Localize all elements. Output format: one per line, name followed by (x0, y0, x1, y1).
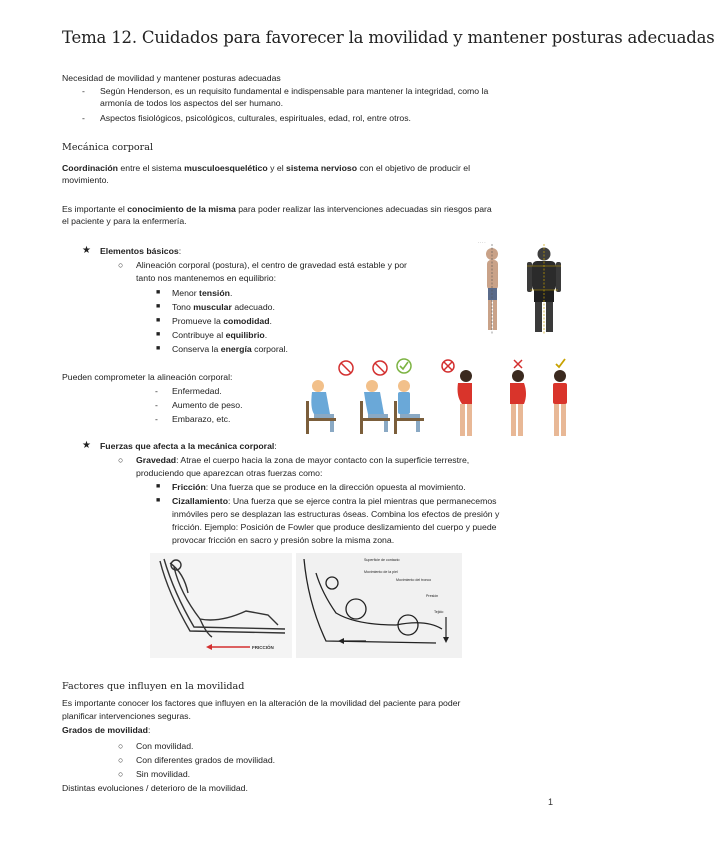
grados-item-1: Con movilidad. (136, 741, 194, 751)
seated-posture-1-icon (306, 361, 353, 434)
cizallamiento-text-4: provocar fricción en sacro y presión sobre la misma zona. (172, 535, 395, 545)
elementos-sub-1: Alineación corporal (postura), el centro de gravedad está estable y por (136, 260, 407, 270)
intro-item-1: Según Henderson, es un requisito fundamental e indispensable para mantener la integridad, como la (100, 86, 489, 96)
standing-posture-2-icon (510, 360, 526, 436)
factores-paragraph: Es importante conocer los factores que influyen en la alteración de la movilidad del paciente para poder (62, 698, 461, 708)
square-bullet: ■ (156, 497, 161, 504)
side-view-body-icon (486, 244, 498, 334)
mecanica-paragraph-2: Es importante el conocimiento de la misma para poder realizar las intervenciones adecuadas sin riesgos para (62, 204, 492, 214)
gravedad-text-cont: produciendo que aparezcan otras fuerzas como: (136, 468, 323, 478)
seated-posture-3-icon (394, 359, 424, 434)
gravedad-text: Gravedad: Atrae el cuerpo hacia la zona de mayor contacto con la superficie terrestre, (136, 455, 470, 465)
shear-diagram-figure (296, 553, 462, 658)
friccion-text: Fricción: Una fuerza que se produce en la dirección opuesta al movimiento. (172, 482, 466, 492)
comprometer-item-2: Aumento de peso. (172, 400, 243, 410)
shear-label-2: Movimiento de la piel (364, 570, 398, 574)
circle-bullet: ○ (118, 769, 124, 779)
cizallamiento-text-2: inmóviles pero se desplazan las estructuras óseas. Combina los efectos de presión y (172, 509, 500, 519)
comprometer-item-1: Enfermedad. (172, 386, 222, 396)
standing-posture-3-icon (553, 359, 567, 436)
fowler-friction-figure (150, 553, 292, 658)
dash-bullet: - (82, 113, 85, 123)
cizallamiento-text-3: fricción. Ejemplo: Posición de Fowler que produce deslizamiento del cuerpo y puede (172, 522, 497, 532)
cizallamiento-text: Cizallamiento: Una fuerza que se ejerce contra la piel mientras que permanecemos (172, 496, 497, 506)
square-bullet: ■ (156, 483, 161, 490)
page-number: 1 (548, 797, 554, 807)
grados-item-3: Sin movilidad. (136, 769, 191, 779)
seated-posture-2-icon (360, 361, 390, 434)
section-heading-factores: Factores que influyen en la movilidad (62, 681, 245, 692)
dash-bullet: - (155, 414, 158, 424)
shear-label-5: Tejido (434, 610, 444, 614)
fuerzas-label: Fuerzas que afecta a la mecánica corporal: (100, 441, 277, 451)
dash-bullet: - (155, 386, 158, 396)
square-bullet: ■ (156, 331, 161, 338)
body-alignment-figure (472, 240, 572, 338)
mecanica-paragraph-2-cont: el paciente y para la enfermería. (62, 216, 187, 226)
mecanica-paragraph-1: Coordinación entre el sistema musculoesquelético y el sistema nervioso con el objetivo de producir el (62, 163, 471, 173)
elementos-item-2: Tono muscular adecuado. (172, 302, 275, 312)
comprometer-heading: Pueden comprometer la alineación corporal: (62, 372, 233, 382)
circle-bullet: ○ (118, 755, 124, 765)
star-bullet: ★ (82, 440, 91, 451)
dash-bullet: - (82, 86, 85, 96)
mecanica-paragraph-1-cont: movimiento. (62, 175, 109, 185)
friccion-label: FRICCIÓN (252, 645, 274, 650)
shear-label-1: Superficie de contacto (364, 558, 400, 562)
square-bullet: ■ (156, 289, 161, 296)
dash-bullet: - (155, 400, 158, 410)
shear-label-4: Presión (426, 594, 439, 598)
standing-posture-1-icon (442, 360, 472, 436)
intro-heading: Necesidad de movilidad y mantener posturas adecuadas (62, 73, 281, 83)
square-bullet: ■ (156, 317, 161, 324)
circle-bullet: ○ (118, 455, 124, 465)
square-bullet: ■ (156, 345, 161, 352)
circle-bullet: ○ (118, 260, 124, 270)
intro-item-2: Aspectos fisiológicos, psicológicos, culturales, espirituales, edad, rol, entre otros. (100, 113, 411, 123)
grados-label: Grados de movilidad: (62, 725, 151, 735)
circle-bullet: ○ (118, 741, 124, 751)
factores-final: Distintas evoluciones / deterioro de la movilidad. (62, 783, 248, 793)
elementos-item-5: Conserva la energía corporal. (172, 344, 288, 354)
posture-comparison-figure (296, 356, 576, 440)
elementos-item-1: Menor tensión. (172, 288, 233, 298)
elementos-item-4: Contribuye al equilibrio. (172, 330, 268, 340)
page-title: Tema 12. Cuidados para favorecer la movilidad y mantener posturas adecuadas (62, 28, 715, 47)
svg-text:· · · ·: · · · · (478, 241, 486, 245)
elementos-item-3: Promueve la comodidad. (172, 316, 272, 326)
intro-item-1-cont: armonía de todos los aspectos del ser humano. (100, 98, 284, 108)
factores-paragraph-cont: planificar intervenciones seguras. (62, 711, 191, 721)
square-bullet: ■ (156, 303, 161, 310)
elementos-label: Elementos básicos: (100, 246, 182, 256)
shear-label-3: Movimiento del tronco (396, 578, 432, 582)
section-heading-mecanica: Mecánica corporal (62, 142, 154, 153)
elementos-sub-1-cont: tanto nos mantenemos en equilibrio: (136, 273, 277, 283)
comprometer-item-3: Embarazo, etc. (172, 414, 231, 424)
grados-item-2: Con diferentes grados de movilidad. (136, 755, 276, 765)
front-view-body-icon (527, 244, 561, 334)
star-bullet: ★ (82, 245, 91, 256)
